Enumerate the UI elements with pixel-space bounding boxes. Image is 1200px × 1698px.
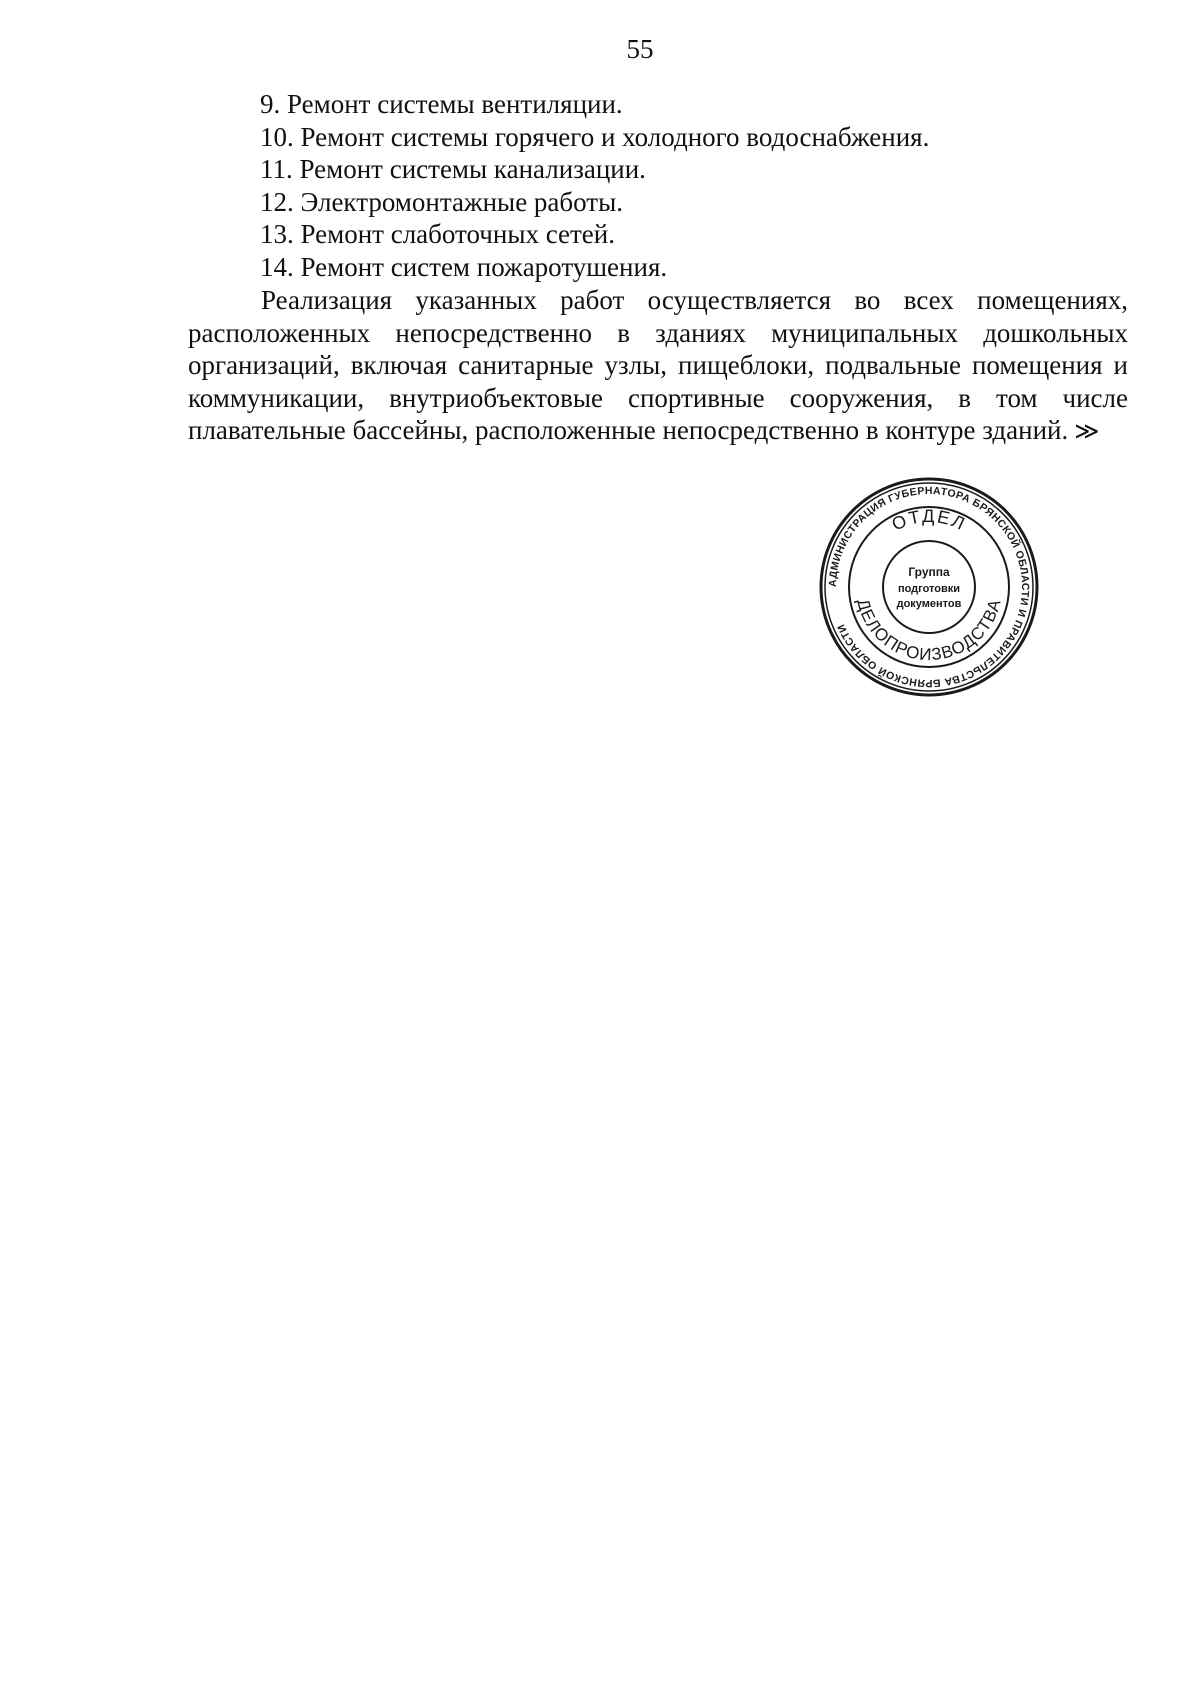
body-paragraph	[188, 284, 1128, 449]
stamp-outer-text: АДМИНИСТРАЦИЯ ГУБЕРНАТОРА БРЯНСКОЙ ОБЛАСТИ И ПРАВИТЕЛЬСТВА БРЯНСКОЙ ОБЛАСТИ	[826, 484, 1032, 690]
stamp-center-line-2: подготовки	[897, 583, 961, 595]
list-item: 11. Ремонт системы канализации.	[260, 154, 646, 185]
list-item: 10. Ремонт системы горячего и холодного водоснабжения.	[260, 121, 930, 152]
end-mark: ≫	[1074, 419, 1100, 446]
list-item: 9. Ремонт системы вентиляции.	[260, 89, 623, 119]
page-number: 55	[626, 34, 654, 64]
stamp-center-line-3: документов	[896, 598, 962, 610]
work-list	[260, 88, 929, 284]
stamp-ring-text-bottom: ДЕЛОПРОИЗВОДСТВА	[853, 596, 1005, 665]
stamp-center-line-1: Группа	[908, 565, 950, 579]
list-item: 14. Ремонт систем пожаротушения.	[260, 251, 668, 282]
list-item: 13. Ремонт слаботочных сетей.	[260, 219, 615, 250]
stamp-ring-text: ОТДЕЛ	[888, 505, 970, 535]
official-stamp	[818, 476, 1040, 698]
paragraph-text: Реализация указанных работ осуществляется во всех помещениях, расположенных непосредственно в зданиях муниципальных дошкольных организаций, включая санитарные узлы, пищеблоки, подвальные помещения и коммуникации, внутриобъектовые спортивные сооружения, в том числе плавательные бассейны, расположенные непосредственно в контуре зданий.	[188, 285, 1128, 446]
list-item: 12. Электромонтажные работы.	[260, 186, 623, 217]
